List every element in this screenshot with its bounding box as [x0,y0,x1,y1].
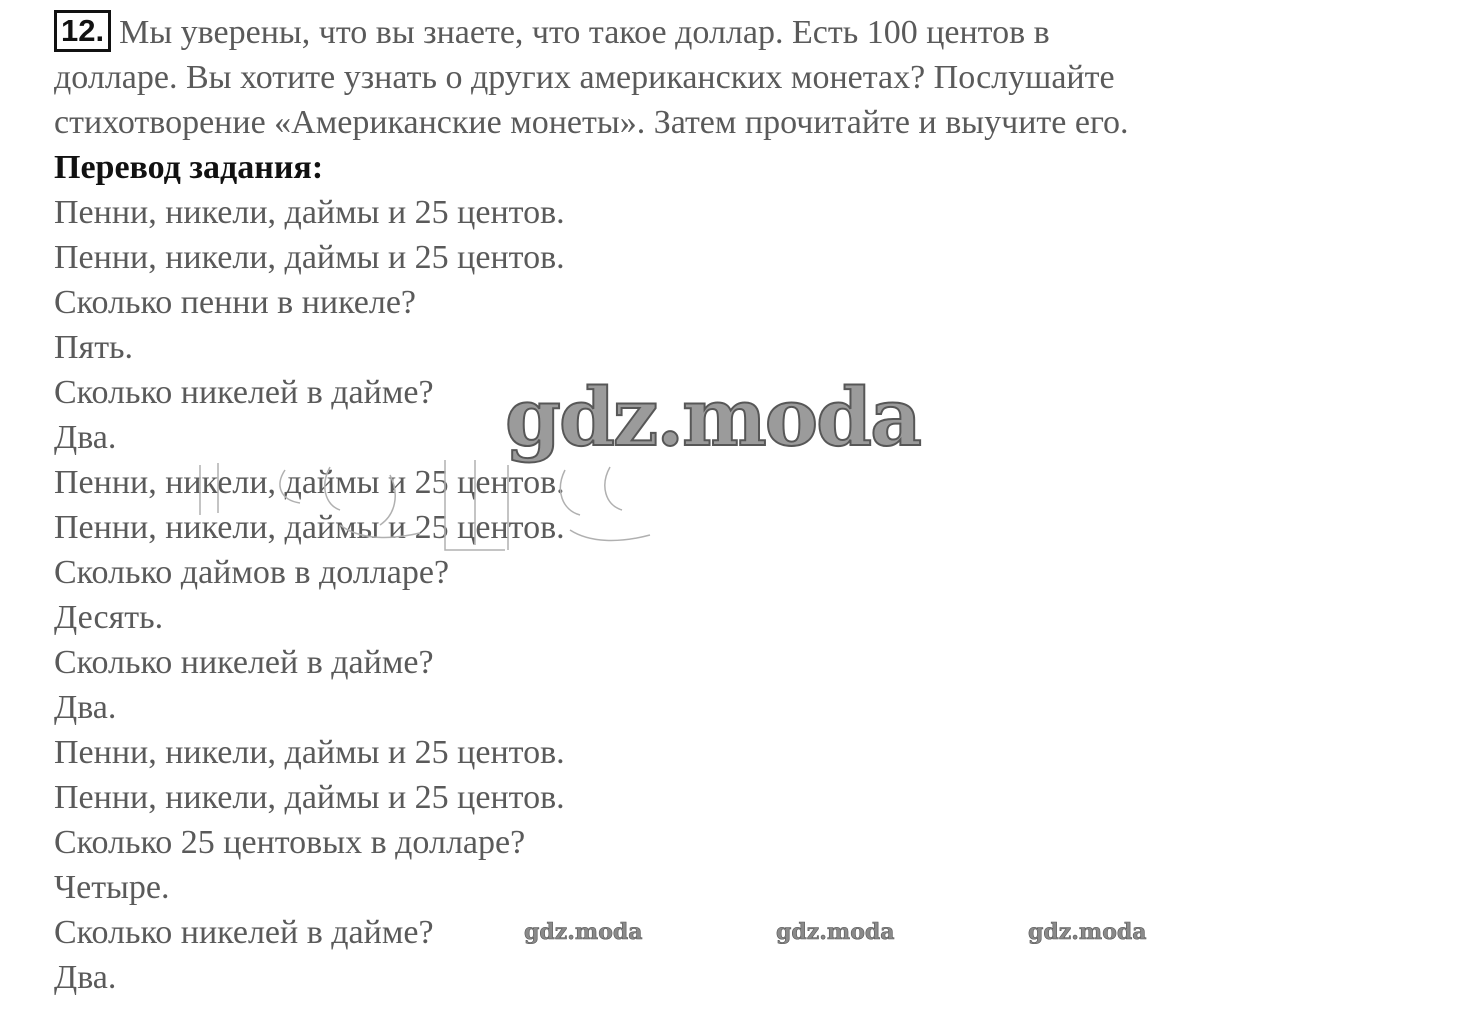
watermark-logo: gdz.moda [505,370,920,464]
poem-line: Пенни, никели, даймы и 25 центов. [54,509,565,546]
poem-line: Десять. [54,599,164,636]
intro-line-2: долларе. Вы хотите узнать о других американских монетах? Послушайте [54,59,1115,96]
poem-line: Два. [54,689,117,726]
intro-line-1 [54,10,1454,55]
poem-line: Пенни, никели, даймы и 25 центов. [54,779,565,816]
poem-line: Два. [54,419,117,456]
poem-line: Пенни, никели, даймы и 25 центов. [54,239,565,276]
intro-text-1: Мы уверены, что вы знаете, что такое доллар. Есть 100 центов в [119,14,1050,51]
poem-line: Сколько никелей в дайме? [54,914,434,951]
watermark-small-1: gdz.moda [524,919,643,945]
poem-line: Два. [54,959,117,996]
watermark-small-2: gdz.moda [776,919,895,945]
translation-heading: Перевод задания: [54,149,324,186]
poem-line: Сколько пенни в никеле? [54,284,417,321]
poem-line: Пенни, никели, даймы и 25 центов. [54,464,565,501]
poem-line: Пенни, никели, даймы и 25 центов. [54,734,565,771]
document-page [54,10,1454,1000]
intro-line-3: стихотворение «Американские монеты». Затем прочитайте и выучите его. [54,104,1129,141]
poem-line: Пять. [54,329,134,366]
poem [54,190,1454,1000]
watermark-small-3: gdz.moda [1028,919,1147,945]
poem-line: Сколько даймов в долларе? [54,554,450,591]
task-number-badge: 12. [54,10,111,52]
poem-line: Сколько никелей в дайме? [54,644,434,681]
poem-line: Сколько 25 центовых в долларе? [54,824,526,861]
poem-line: Сколько никелей в дайме? [54,374,434,411]
poem-line: Пенни, никели, даймы и 25 центов. [54,194,565,231]
poem-line: Четыре. [54,869,170,906]
